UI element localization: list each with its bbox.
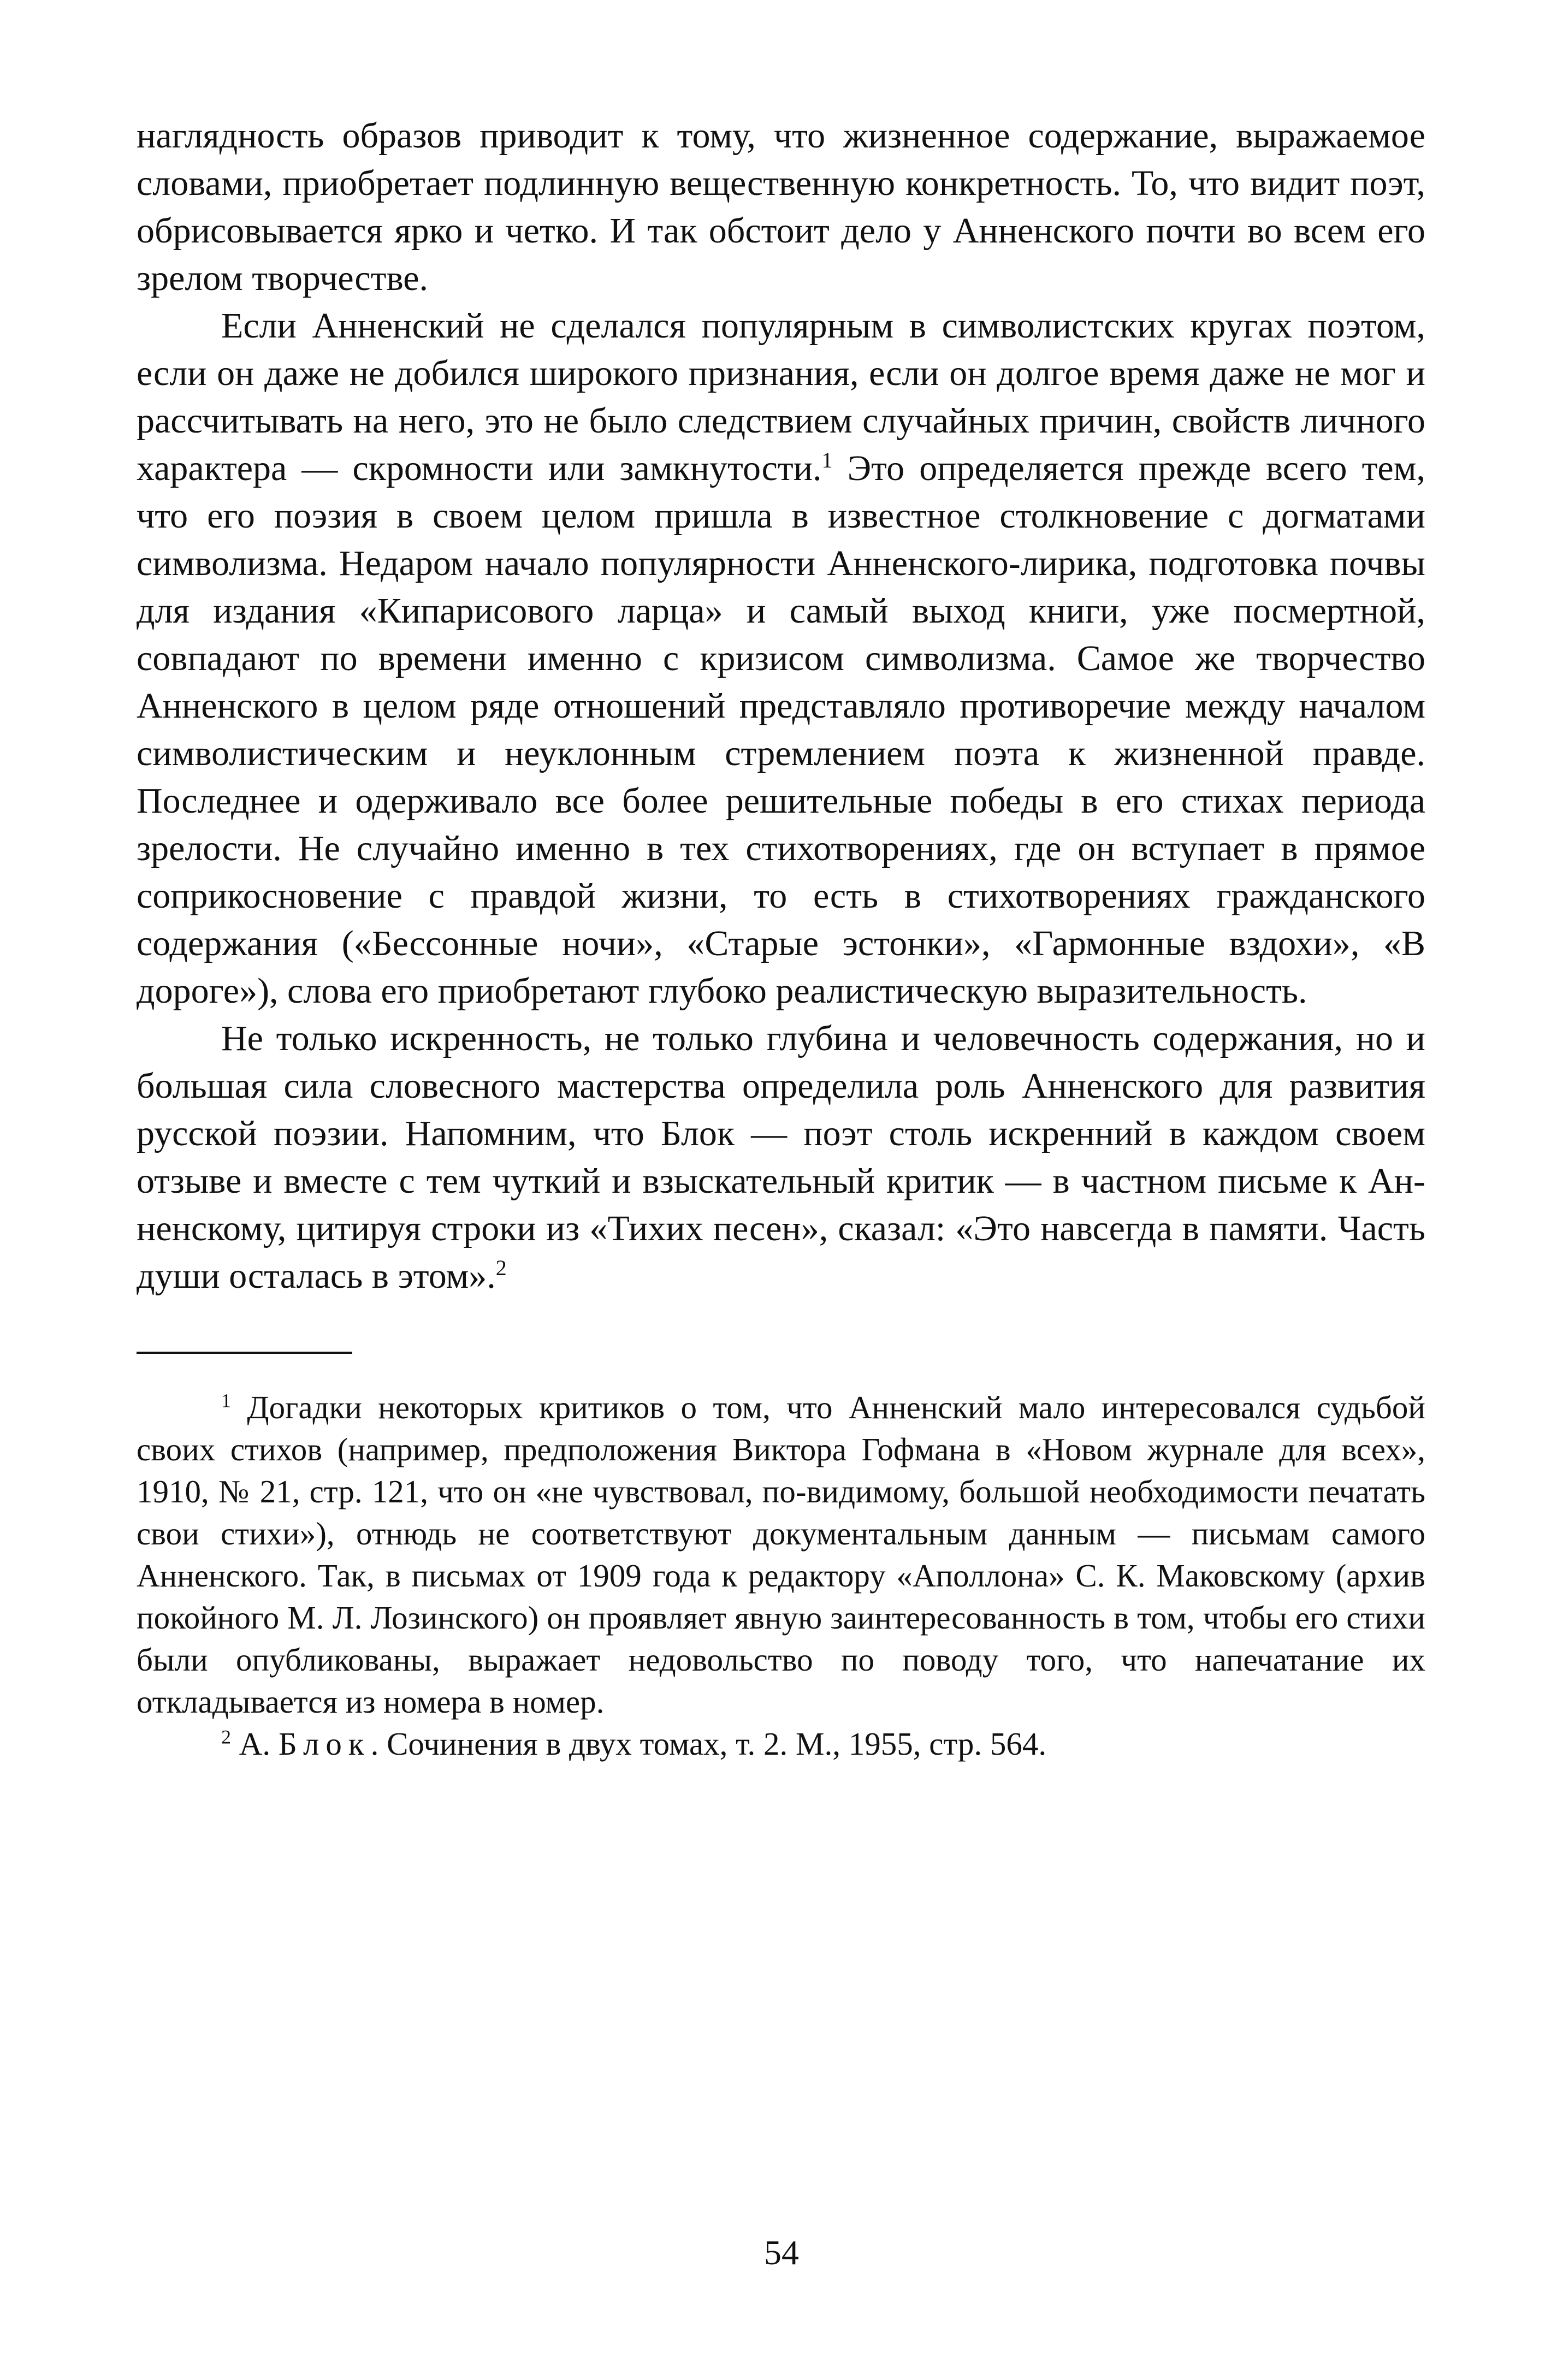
page-content — [137, 112, 1425, 1765]
paragraph-1 — [137, 112, 1425, 302]
paragraph-3 — [137, 1015, 1425, 1300]
footnote-separator — [137, 1352, 352, 1354]
footnote-2-author: Блок — [278, 1726, 371, 1762]
footnote-ref-2: 2 — [495, 1256, 507, 1280]
footnote-1-text: Догадки некоторых критиков о том, что Анненский мало интересовался судьбой своих стихов (например, предположения Виктора Гофмана в «Новом журнале для всех», 1910, № 21, стр. 121, что он «не чувствовал, по-видимому, большой необходимости печатать свои стихи»), отнюдь не соответствуют документальным данным — письмам самого Анненского. Так, в письмах от 1909 года к редактору «Аполлона» С. К. Маковскому (архив покойного М. Л. Лозинского) он проявляет явную заинтересованность в том, чтобы его стихи были опубликованы, выражает недовольство по поводу того, что напечатание их откладывается из номера в номер. — [137, 1389, 1425, 1720]
main-text — [137, 112, 1425, 1300]
footnote-1-marker: 1 — [221, 1389, 231, 1412]
footnote-2-prefix: А. — [231, 1726, 279, 1762]
paragraph-3-text: Не только искренность, не только глубина и человечность содержания, но и большая сила словесного мастерства определила роль Анненского для развития русской поэзии. Напомним, что Блок — поэт столь искренний в каждом своем отзыве и вместе с тем чуткий и взыскательный критик — в частном письме к Анненскому, цитируя строки из «Тихих песен», сказал: «Это навсегда в памяти. Часть души осталась в этом». — [137, 1019, 1425, 1296]
paragraph-2 — [137, 302, 1425, 1015]
footnotes — [137, 1387, 1425, 1765]
page-number: 54 — [764, 2233, 799, 2272]
footnote-ref-1: 1 — [821, 448, 833, 472]
footnote-2-marker: 2 — [221, 1726, 231, 1748]
footnote-1 — [137, 1387, 1425, 1723]
paragraph-1-text: наглядность образов приводит к тому, что жизненное содержание, выражаемое словами, приобретает подлинную вещественную конкретность. То, что видит поэт, обрисовывается ярко и четко. И так обстоит дело у Анненского почти во всем его зрелом творчестве. — [137, 116, 1425, 298]
paragraph-2-text-after: Это определяется прежде всего тем, что его поэзия в своем целом пришла в известное столкновение с догматами символизма. Недаром начало популярности Анненского-лирика, подготовка почвы для издания «Кипарисового ларца» и самый выход книги, уже посмертной, совпадают по времени именно с кризисом символизма. Самое же творчество Анненского в целом ряде отношений представляло противоречие между началом символистическим и неуклонным стремлением поэта к жизненной правде. Последнее и одерживало все более решительные победы в его стихах периода зрелости. Не случайно именно в тех стихотворениях, где он вступает в прямое соприкосновение с правдой жизни, то есть в стихотворениях гражданского содержания («Бессонные ночи», «Старые эстонки», «Гармонные вздохи», «В дороге»), слова его приобретают глубоко реалистическую выразительность. — [137, 448, 1425, 1011]
footnote-2-text: . Сочинения в двух томах, т. 2. М., 1955, стр. 564. — [370, 1726, 1047, 1762]
paragraph-2-text-before: Если Анненский не сделался популярным в символистских кругах поэтом, если он даже не добился широкого признания, если он долгое время даже не мог и рассчитывать на него, это не было следствием случайных причин, свойств личного характера — скромности или замкнутости. — [137, 306, 1425, 488]
footnote-2 — [137, 1723, 1425, 1765]
